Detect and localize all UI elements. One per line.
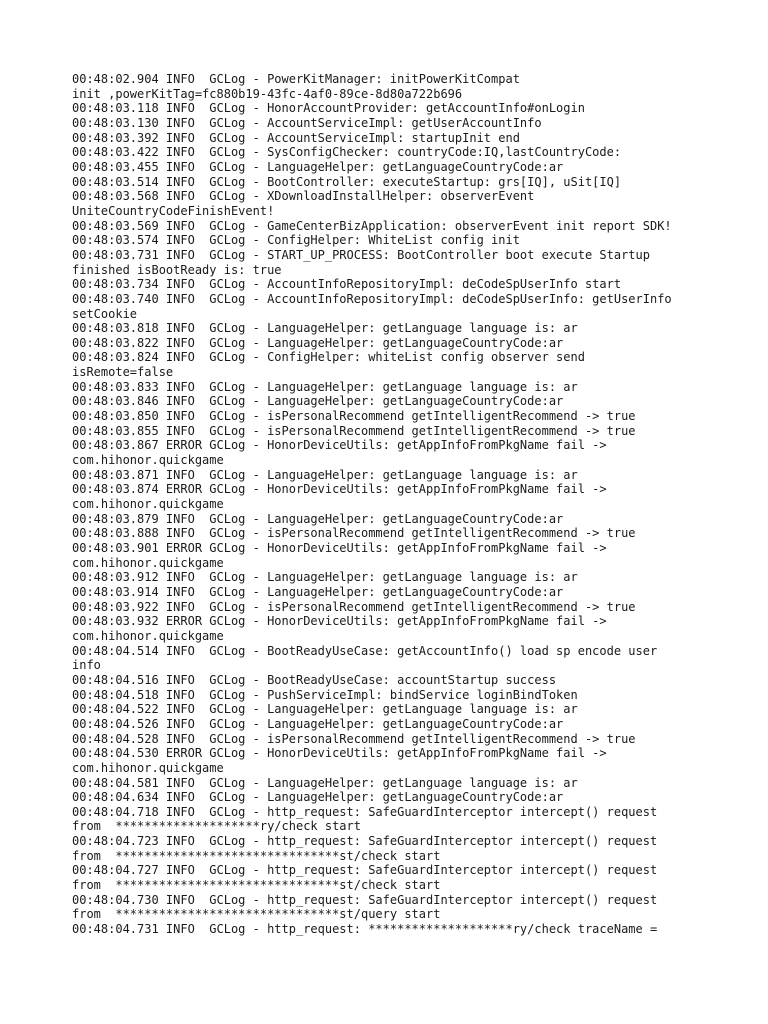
log-line: 00:48:03.879 INFO GCLog - LanguageHelper: getLanguageCountryCode:ar [72,511,564,526]
log-line: 00:48:03.455 INFO GCLog - LanguageHelper: getLanguageCountryCode:ar [72,159,564,174]
log-line: 00:48:03.569 INFO GCLog - GameCenterBizApplication: observerEvent init report SDK! [72,218,672,233]
log-line: 00:48:03.901 ERROR GCLog - HonorDeviceUtils: getAppInfoFromPkgName fail -> [72,541,607,555]
log-line: 00:48:03.422 INFO GCLog - SysConfigChecker: countryCode:IQ,lastCountryCode: [72,145,622,160]
log-line: 00:48:04.730 INFO GCLog - http_request: SafeGuardInterceptor intercept() request [72,892,658,907]
log-line: 00:48:03.914 INFO GCLog - LanguageHelper: getLanguageCountryCode:ar [72,584,564,599]
log-line: 00:48:04.522 INFO GCLog - LanguageHelper: getLanguage language is: ar [72,702,578,717]
log-line: 00:48:04.516 INFO GCLog - BootReadyUseCase: accountStartup success [72,672,557,687]
log-line: 00:48:04.581 INFO GCLog - LanguageHelper: getLanguage language is: ar [72,775,578,790]
log-line: 00:48:03.922 INFO GCLog - isPersonalRecommend getIntelligentRecommend -> true [72,599,636,614]
log-line: 00:48:03.833 INFO GCLog - LanguageHelper: getLanguage language is: ar [72,379,578,394]
log-document [72,72,712,937]
log-line: 00:48:04.530 ERROR GCLog - HonorDeviceUtils: getAppInfoFromPkgName fail -> [72,746,607,761]
log-line: 00:48:04.718 INFO GCLog - http_request: SafeGuardInterceptor intercept() request [72,804,658,819]
log-line: 00:48:04.518 INFO GCLog - PushServiceImpl: bindService loginBindToken [72,687,578,702]
log-line: com.hihonor.quickgame [72,453,224,468]
log-line: com.hihonor.quickgame [72,497,224,512]
log-line: 00:48:04.634 INFO GCLog - LanguageHelper: getLanguageCountryCode:ar [72,790,564,805]
log-line: 00:48:03.392 INFO GCLog - AccountServiceImpl: startupInit end [72,130,520,145]
log-line: 00:48:04.731 INFO GCLog - http_request: ********************ry/check traceName = [72,922,658,937]
log-line: 00:48:03.734 INFO GCLog - AccountInfoRepositoryImpl: deCodeSpUserInfo start [72,277,622,292]
log-line: 00:48:03.574 INFO GCLog - ConfigHelper: WhiteList config init [72,233,520,248]
log-line: 00:48:03.846 INFO GCLog - LanguageHelper: getLanguageCountryCode:ar [72,394,564,409]
log-line: 00:48:03.888 INFO GCLog - isPersonalRecommend getIntelligentRecommend -> true [72,526,636,541]
log-line: finished isBootReady is: true [72,262,282,277]
log-line: 00:48:03.871 INFO GCLog - LanguageHelper: getLanguage language is: ar [72,467,578,482]
log-line: 00:48:03.118 INFO GCLog - HonorAccountProvider: getAccountInfo#onLogin [72,101,585,116]
log-line: 00:48:03.850 INFO GCLog - isPersonalRecommend getIntelligentRecommend -> true [72,409,636,424]
log-line: 00:48:04.514 INFO GCLog - BootReadyUseCase: getAccountInfo() load sp encode user [72,643,658,658]
log-line: 00:48:03.855 INFO GCLog - isPersonalRecommend getIntelligentRecommend -> true [72,423,636,438]
log-line: info [72,658,101,673]
log-line: 00:48:03.818 INFO GCLog - LanguageHelper: getLanguage language is: ar [72,321,578,336]
log-line: from ********************ry/check start [72,819,361,834]
log-line: 00:48:03.874 ERROR GCLog - HonorDeviceUtils: getAppInfoFromPkgName fail -> [72,482,607,497]
log-line: setCookie [72,306,138,321]
log-line: 00:48:03.514 INFO GCLog - BootController: executeStartup: grs[IQ], uSit[IQ] [72,174,622,189]
log-line: 00:48:03.731 INFO GCLog - START_UP_PROCESS: BootController boot execute Startup [72,247,650,262]
log-line: isRemote=false [72,365,174,380]
log-line: 00:48:02.904 INFO GCLog - PowerKitManager: initPowerKitCompat [72,72,520,86]
log-line: com.hihonor.quickgame [72,555,224,570]
log-line: 00:48:04.723 INFO GCLog - http_request: SafeGuardInterceptor intercept() request [72,834,658,849]
log-line: 00:48:03.912 INFO GCLog - LanguageHelper: getLanguage language is: ar [72,570,578,585]
log-line: 00:48:04.727 INFO GCLog - http_request: SafeGuardInterceptor intercept() request [72,863,658,878]
log-line: 00:48:03.130 INFO GCLog - AccountServiceImpl: getUserAccountInfo [72,115,542,130]
log-line: 00:48:03.822 INFO GCLog - LanguageHelper: getLanguageCountryCode:ar [72,335,564,350]
log-line: 00:48:04.526 INFO GCLog - LanguageHelper: getLanguageCountryCode:ar [72,716,564,731]
log-line: from *******************************st/query start [72,907,441,922]
log-line: com.hihonor.quickgame [72,628,224,643]
log-line: 00:48:03.932 ERROR GCLog - HonorDeviceUtils: getAppInfoFromPkgName fail -> [72,614,607,629]
log-line: UniteCountryCodeFinishEvent! [72,203,275,218]
log-line: 00:48:03.824 INFO GCLog - ConfigHelper: whiteList config observer send [72,350,585,365]
log-line: 00:48:03.568 INFO GCLog - XDownloadInstallHelper: observerEvent [72,189,535,204]
log-line: from *******************************st/check start [72,848,441,863]
log-line: com.hihonor.quickgame [72,760,224,775]
log-line: from *******************************st/check start [72,878,441,893]
log-line: 00:48:03.740 INFO GCLog - AccountInfoRepositoryImpl: deCodeSpUserInfo: getUserInfo [72,291,672,306]
log-line: init ,powerKitTag=fc880b19-43fc-4af0-89ce-8d80a722b696 [72,86,463,101]
log-line: 00:48:04.528 INFO GCLog - isPersonalRecommend getIntelligentRecommend -> true [72,731,636,746]
log-line: 00:48:03.867 ERROR GCLog - HonorDeviceUtils: getAppInfoFromPkgName fail -> [72,438,607,453]
